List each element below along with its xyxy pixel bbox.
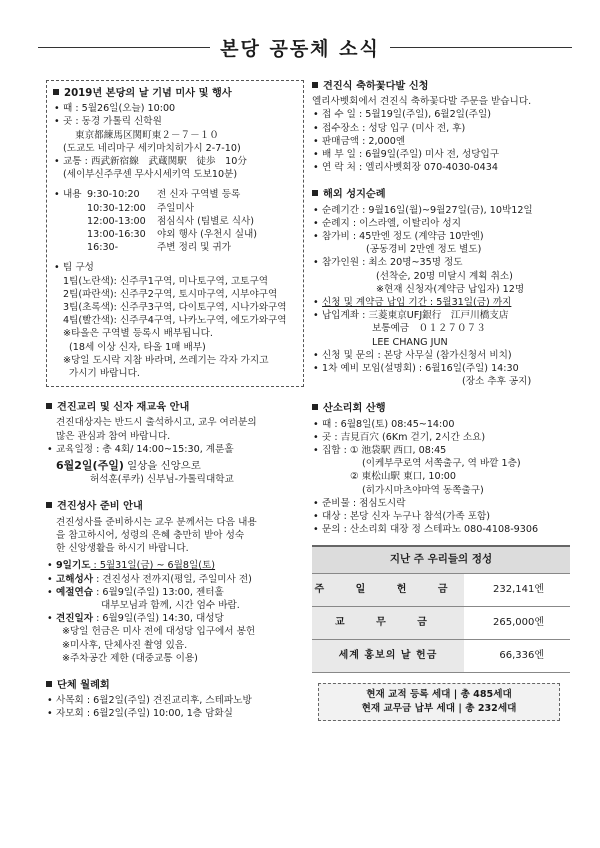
- novena-item: • 9일기도 : 5월31일(금) ~ 6월8일(토): [46, 559, 304, 572]
- offering-table: [312, 545, 570, 673]
- offering-heading: 지난 주 우리들의 정성: [312, 546, 570, 574]
- hiking-inquiry: • 문의 : 산소리회 대장 정 스테파노 080-4108-9306: [312, 523, 570, 536]
- square-bullet-icon: [46, 502, 52, 508]
- mass-schedule: • 내용 9:30-10:20 전 신자 구역별 등록 10:30-12:00 주일미사 12:00-13:00 점심식사 (팀별로 식사) 13:00-16:30 야외 행사 (우천시 실내) 16:30- 주변 정리 및 귀가: [53, 188, 297, 254]
- prep-note: ※주차공간 제한 (대중교통 이용): [62, 652, 198, 664]
- group-meeting-item: • 사목회 : 6월2일(주일) 견진교리후, 스테파노방: [46, 694, 304, 707]
- offering-label: 주 일 헌 금: [312, 573, 464, 606]
- offering-value: 232,141엔: [464, 573, 570, 606]
- prep-intro: 견진성사를 준비하시는 교우 분께서는 다음 내용: [56, 516, 257, 528]
- square-bullet-icon: [312, 404, 318, 410]
- group-meeting-section: [46, 679, 304, 721]
- hiking-meet1-note: (이케부쿠로역 서쪽출구, 역 바깥 1층): [362, 458, 521, 470]
- pilgrimage-account-type: 보통예금 ０１２７０７３: [372, 323, 486, 335]
- square-bullet-icon: [53, 89, 59, 95]
- hiking-place: • 곳 : 吉見百穴 (6Km 걷기, 2시간 소요): [312, 431, 570, 444]
- pilgrimage-fee-note: (공동경비 2만엔 정도 별도): [366, 244, 482, 256]
- pilgrimage-meeting: • 1차 예비 모임(설명회) : 6월16일(주일) 14:30: [312, 362, 570, 375]
- education-intro: 견진대상자는 반드시 출석하시고, 교우 여러분의: [56, 417, 257, 429]
- pilgrimage-period: • 순례기간 : 9월16일(월)~9월27일(금), 10박12일: [312, 204, 570, 217]
- education-lecturer: 허석훈(루카) 신부님-가톨릭대학교: [90, 474, 234, 486]
- right-column: [312, 80, 570, 721]
- offering-value: 66,336엔: [464, 639, 570, 672]
- pilgrimage-account: • 납입계좌 : 三菱東京UFJ銀行 江戸川橋支店: [312, 309, 570, 322]
- left-column: [46, 80, 304, 721]
- team-item: 2팀(파란색): 신주쿠2구역, 토시마구역, 시부야구역: [63, 288, 278, 300]
- pilgrimage-deadline: • 신청 및 계약금 납입 기간 : 5월31일(금) 까지: [312, 296, 570, 309]
- mass-event-heading: 2019년 본당의 날 기념 미사 및 행사: [53, 87, 297, 100]
- paying-households: 현재 교무금 납부 세대 | 총 232세대: [361, 702, 517, 714]
- hiking-meet1: • 집합 : ① 池袋駅 西口, 08:45: [312, 444, 570, 457]
- hiking-prep: • 준비물 : 점심도시락: [312, 497, 570, 510]
- mass-place-address-kr: (도교도 네리마구 세키마치히가시 2-7-10): [63, 142, 241, 154]
- towel-note: ※타올은 구역별 등록시 배부됩니다.: [63, 328, 213, 340]
- team-item: 4팀(빨간색): 신주쿠4구역, 나카노구역, 에도가와구역: [63, 315, 287, 327]
- flower-item: • 배 부 일 : 6월9일(주일) 미사 전, 성당입구: [312, 148, 570, 161]
- table-row: [312, 639, 570, 672]
- square-bullet-icon: [46, 681, 52, 687]
- mass-transport: • 교통 : 西武新宿線 武蔵関駅 徒歩 10分: [53, 155, 297, 168]
- flower-intro: 엘리사벳회에서 견진식 축하꽃다발 주문을 받습니다.: [312, 96, 532, 108]
- education-schedule: • 교육일정 : 총 4회/ 14:00~15:30, 계룬홀: [46, 443, 304, 456]
- square-bullet-icon: [46, 403, 52, 409]
- team-item: 1팀(노란색): 신주쿠1구역, 미나토구역, 고토구역: [63, 275, 268, 287]
- table-row: [312, 606, 570, 639]
- confirmation-prep-section: [46, 500, 304, 664]
- confession-item: • 고해성사 : 견진성사 전까지(평일, 주일미사 전): [46, 573, 304, 586]
- team-item: 3팀(초록색): 신주쿠3구역, 다이토구역, 시나가와구역: [63, 302, 287, 314]
- offering-label: 교 무 금: [312, 606, 464, 639]
- hiking-target: • 대상 : 본당 신자 누구나 참석(가족 포함): [312, 510, 570, 523]
- flower-item: • 접 수 일 : 5월19일(주일), 6월2일(주일): [312, 108, 570, 121]
- hiking-time: • 때 : 6월8일(토) 08:45~14:00: [312, 418, 570, 431]
- pilgrimage-people-note: (선착순, 20명 미달시 계획 취소): [376, 270, 513, 282]
- team-label: • 팀 구성: [53, 261, 297, 274]
- hiking-meet2: ② 東松山駅 東口, 10:00: [350, 471, 457, 483]
- prep-intro-cont: 을 참고하시어, 성령의 은혜 충만히 받아 성숙: [56, 529, 245, 541]
- group-meeting-heading: 단체 월례회: [46, 679, 304, 692]
- flower-heading: 견진식 축하꽃다발 신청: [312, 80, 570, 93]
- table-row: [312, 573, 570, 606]
- household-summary: [318, 683, 560, 721]
- pilgrimage-contact: • 신청 및 문의 : 본당 사무실 (참가신청서 비치): [312, 349, 570, 362]
- flower-item: • 연 락 처 : 엘리사벳회장 070-4030-0434: [312, 161, 570, 174]
- pilgrimage-place: • 순례지 : 이스라엘, 이탈리아 성지: [312, 217, 570, 230]
- offering-label: 세계 홍보의 날 헌금: [312, 639, 464, 672]
- education-intro-cont: 많은 관심과 참여 바랍니다.: [56, 430, 171, 442]
- flower-section: [312, 80, 570, 174]
- pilgrimage-section: [312, 188, 570, 388]
- hiking-section: [312, 402, 570, 536]
- pilgrimage-heading: 해외 성지순례: [312, 188, 570, 201]
- title-bar: [0, 30, 600, 64]
- schedule-label: • 내용: [63, 189, 82, 201]
- lunch-note-cont: 가시기 바랍니다.: [69, 368, 140, 380]
- pilgrimage-account-name: LEE CHANG JUN: [372, 336, 448, 348]
- mass-transport-kr: (세이부신주쿠센 무사시세키역 도보10분): [63, 169, 238, 181]
- rehearsal-note: 대부모님과 함께, 시간 엄수 바람.: [101, 599, 240, 611]
- group-meeting-item: • 자모회 : 6월2일(주일) 10:00, 1층 담화실: [46, 707, 304, 720]
- prep-intro-cont: 한 신앙생활을 하시기 바랍니다.: [56, 543, 189, 555]
- mass-place-address-jp: 東京都練馬区関町東２－７－１０: [75, 129, 219, 141]
- pilgrimage-people: • 참가인원 : 최소 20명~35명 정도: [312, 256, 570, 269]
- mass-event-box: [46, 80, 304, 387]
- education-section: [46, 401, 304, 486]
- flower-item: • 판매금액 : 2,000엔: [312, 135, 570, 148]
- towel-note-detail: (18세 이상 신자, 타올 1매 배부): [69, 341, 206, 353]
- offering-value: 265,000엔: [464, 606, 570, 639]
- hiking-meet2-note: (히가시마츠야마역 동쪽출구): [362, 484, 484, 496]
- registered-households: 현재 교적 등록 세대 | 총 485세대: [366, 688, 512, 700]
- mass-time: • 때 : 5월26일(오늘) 10:00: [53, 102, 297, 115]
- confirmation-prep-heading: 견진성사 준비 안내: [46, 500, 304, 513]
- education-heading: 견진교리 및 신자 재교육 안내: [46, 401, 304, 414]
- mass-place: • 곳 : 동경 가톨릭 신학원: [53, 115, 297, 128]
- pilgrimage-meeting-note: (장소 추후 공지): [462, 376, 532, 388]
- pilgrimage-people-current: ※현재 신청자(계약금 납입자) 12명: [376, 283, 525, 295]
- rehearsal-item: • 예절연습 : 6월9일(주일) 13:00, 젠터홀: [46, 586, 304, 599]
- square-bullet-icon: [312, 190, 318, 196]
- flower-item: • 접수장소 : 성당 입구 (미사 전, 후): [312, 122, 570, 135]
- square-bullet-icon: [312, 82, 318, 88]
- pilgrimage-fee: • 참가비 : 45만엔 정도 (계약금 10만엔): [312, 230, 570, 243]
- prep-note: ※미사후, 단체사진 촬영 있음.: [62, 639, 188, 651]
- confirmation-date-item: • 견진일자 : 6월9일(주일) 14:30, 대성당: [46, 612, 304, 625]
- education-session: 6월2일(주일) 일상을 신앙으로: [56, 459, 201, 473]
- lunch-note: ※당일 도시락 지참 바라며, 쓰레기는 각자 가지고: [63, 354, 269, 366]
- prep-note: ※당일 헌금은 미사 전에 대성당 입구에서 봉헌: [62, 626, 256, 638]
- hiking-heading: 산소리회 산행: [312, 402, 570, 415]
- page-title: 본당 공동체 소식: [210, 34, 390, 61]
